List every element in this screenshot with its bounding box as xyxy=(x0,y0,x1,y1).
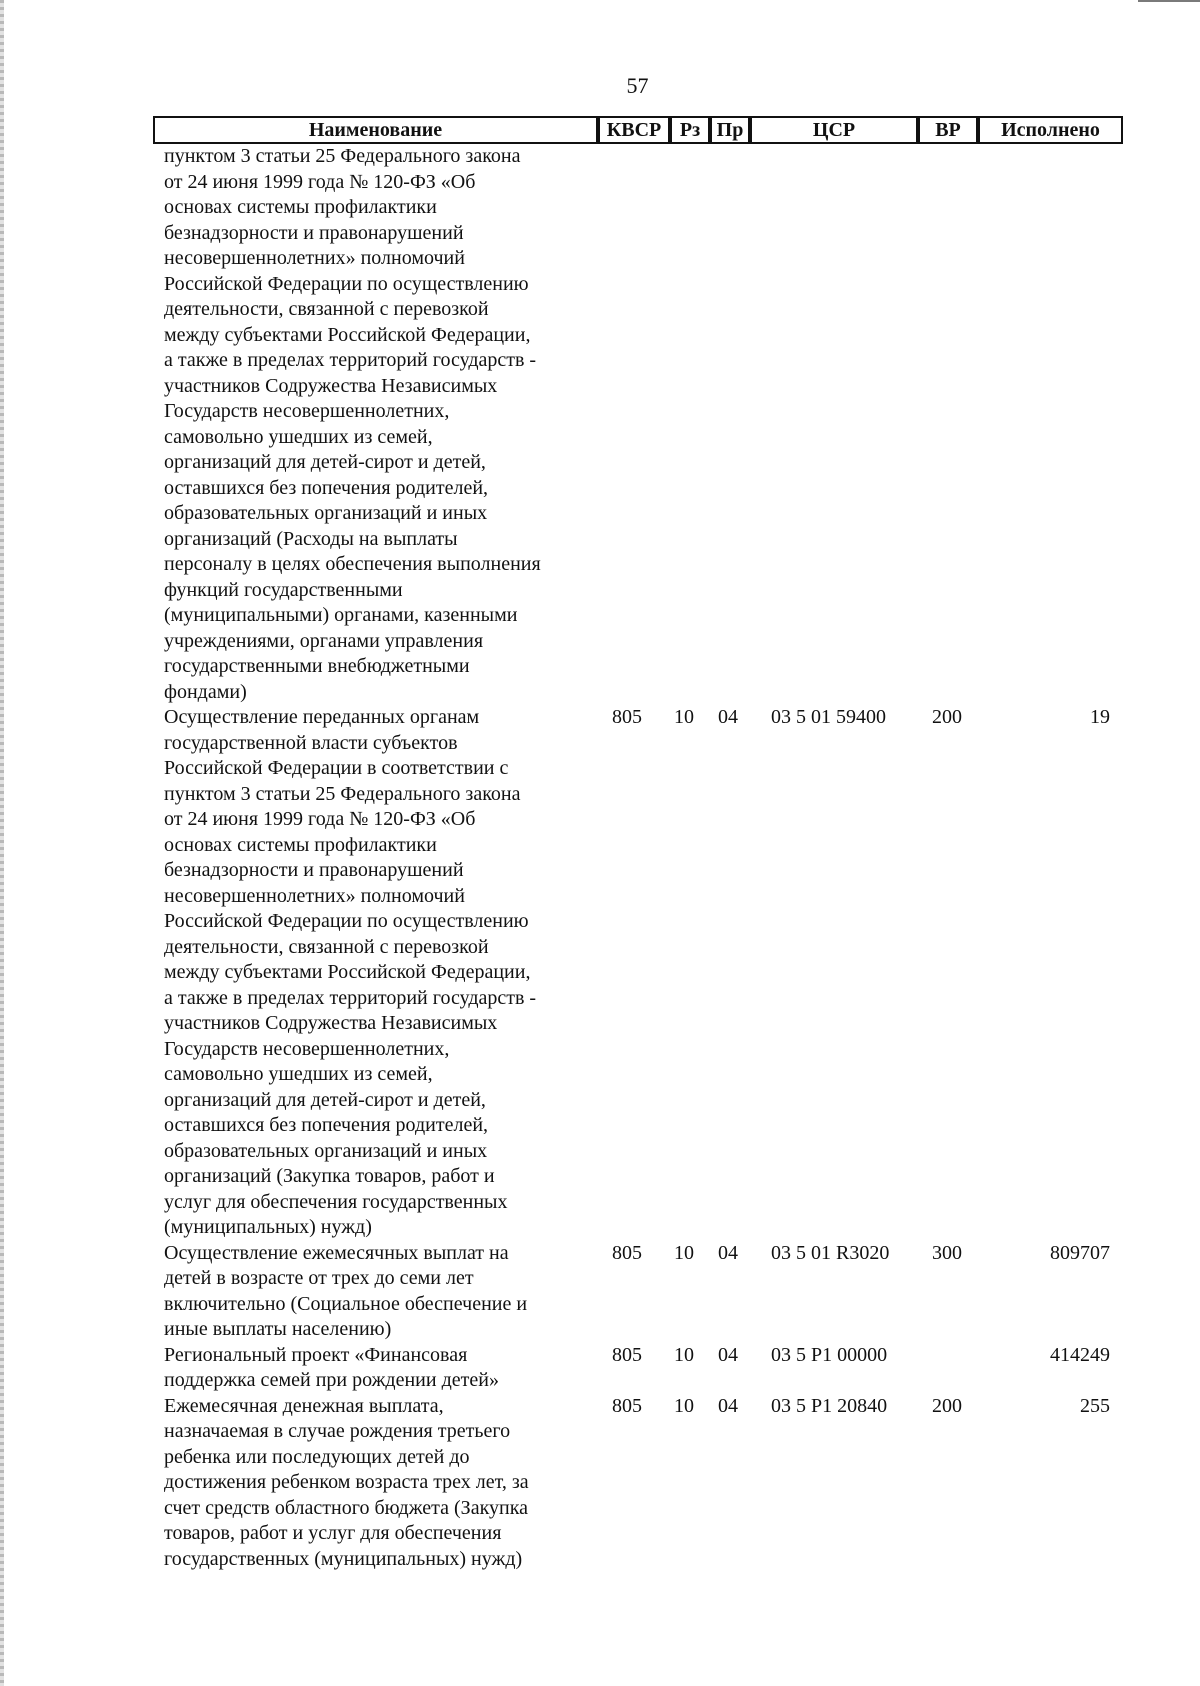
row-name-line: безнадзорности и правонарушений xyxy=(164,221,464,244)
row-tsr: 03 5 P1 20840 xyxy=(771,1394,888,1417)
row-pr: 04 xyxy=(718,1241,738,1264)
row-name-line: пунктом 3 статьи 25 Федерального закона xyxy=(164,782,521,805)
row-name-line: участников Содружества Независимых xyxy=(164,374,498,397)
header-pr: Пр xyxy=(710,116,750,144)
row-name-line: персоналу в целях обеспечения выполнения xyxy=(164,553,541,575)
row-name-line: государственных (муниципальных) нужд) xyxy=(164,1547,523,1570)
row-name-line: счет средств областного бюджета (Закупка xyxy=(164,1496,528,1519)
row-vr: 300 xyxy=(932,1241,962,1264)
row-name-line: Государств несовершеннолетних, xyxy=(164,400,450,422)
row-name-line: организаций для детей-сирот и детей, xyxy=(164,1088,486,1111)
row-rz: 10 xyxy=(674,706,694,728)
row-name-line: учреждениями, органами управления xyxy=(164,629,484,652)
row-name-line: пунктом 3 статьи 25 Федерального закона xyxy=(164,145,521,167)
scan-corner-mark xyxy=(1138,0,1200,2)
row-name-line: организаций (Расходы на выплаты xyxy=(164,527,458,550)
row-name-line: самовольно ушедших из семей, xyxy=(164,1063,433,1085)
header-vr: ВР xyxy=(918,116,978,144)
row-name-line: (муниципальных) нужд) xyxy=(164,1216,372,1238)
row-name-line: Российской Федерации в соответствии с xyxy=(164,757,509,779)
row-name-line: назначаемая в случае рождения третьего xyxy=(164,1420,511,1442)
row-name-line: Российской Федерации по осуществлению xyxy=(164,910,529,932)
row-name-line: оставшихся без попечения родителей, xyxy=(164,1114,489,1136)
row-name-line: детей в возрасте от трех до семи лет xyxy=(164,1267,474,1289)
page-number: 57 xyxy=(626,73,649,98)
row-name-line: несовершеннолетних» полномочий xyxy=(164,884,465,907)
row-name-line: достижения ребенком возраста трех лет, за xyxy=(164,1471,529,1493)
row-name-line: (муниципальными) органами, казенными xyxy=(164,604,518,626)
row-name-line: а также в пределах территорий государств - xyxy=(164,349,537,371)
row-kvsr: 805 xyxy=(612,1343,642,1366)
row-name-line: основах системы профилактики xyxy=(164,833,437,856)
row-name-line: поддержка семей при рождении детей» xyxy=(164,1369,499,1391)
row-kvsr: 805 xyxy=(612,706,642,728)
header-tsr: ЦСР xyxy=(750,116,918,144)
row-kvsr: 805 xyxy=(612,1394,642,1417)
row-name-line: организаций (Закупка товаров, работ и xyxy=(164,1165,495,1187)
row-isp: 809707 xyxy=(1050,1241,1110,1264)
row-isp: 19 xyxy=(1090,706,1110,728)
row-name-line: включительно (Социальное обеспечение и xyxy=(164,1292,528,1315)
row-name-line: от 24 июня 1999 года № 120-ФЗ «Об xyxy=(164,170,476,193)
row-name-line: Российской Федерации по осуществлению xyxy=(164,272,529,295)
row-name-line: ребенка или последующих детей до xyxy=(164,1445,470,1468)
row-name-line: образовательных организаций и иных xyxy=(164,1139,488,1162)
row-tsr: 03 5 01 59400 xyxy=(771,706,886,728)
row-name-line: Осуществление ежемесячных выплат на xyxy=(164,1241,509,1264)
row-name-line: образовательных организаций и иных xyxy=(164,502,488,524)
row-tsr: 03 5 P1 00000 xyxy=(771,1343,888,1366)
row-name-line: организаций для детей-сирот и детей, xyxy=(164,451,486,473)
table-row xyxy=(0,1394,1200,1573)
row-name-line: от 24 июня 1999 года № 120-ФЗ «Об xyxy=(164,808,476,830)
row-pr: 04 xyxy=(718,706,738,728)
row-name-line: деятельности, связанной с перевозкой xyxy=(164,935,489,958)
row-name-line: фондами) xyxy=(164,680,247,703)
row-name xyxy=(164,144,604,705)
row-name xyxy=(164,1394,604,1573)
header-isp: Исполнено xyxy=(978,116,1123,144)
table-row xyxy=(0,705,1200,1241)
row-name-line: основах системы профилактики xyxy=(164,196,437,218)
table-row xyxy=(0,1241,1200,1343)
row-name-line: функций государственными xyxy=(164,578,403,601)
row-name-line: между субъектами Российской Федерации, xyxy=(164,961,531,983)
row-name-line: Ежемесячная денежная выплата, xyxy=(164,1394,444,1417)
row-vr: 200 xyxy=(932,1394,962,1417)
header-name: Наименование xyxy=(153,116,598,144)
row-name xyxy=(164,1241,604,1343)
row-name-line: услуг для обеспечения государственных xyxy=(164,1190,508,1213)
row-rz: 10 xyxy=(674,1394,694,1417)
row-name-line: несовершеннолетних» полномочий xyxy=(164,247,465,269)
row-name-line: государственной власти субъектов xyxy=(164,731,458,754)
row-kvsr: 805 xyxy=(612,1241,642,1264)
row-name-line: деятельности, связанной с перевозкой xyxy=(164,298,489,320)
table-header xyxy=(153,116,1123,146)
row-vr: 200 xyxy=(932,706,962,728)
row-isp: 414249 xyxy=(1050,1343,1110,1366)
row-rz: 10 xyxy=(674,1241,694,1264)
row-name-line: а также в пределах территорий государств - xyxy=(164,986,537,1009)
row-name-line: самовольно ушедших из семей, xyxy=(164,425,433,448)
row-name-line: между субъектами Российской Федерации, xyxy=(164,323,531,346)
row-pr: 04 xyxy=(718,1394,738,1417)
row-name-line: государственными внебюджетными xyxy=(164,655,470,677)
row-name-line: оставшихся без попечения родителей, xyxy=(164,476,489,499)
table-body xyxy=(0,144,1200,1572)
row-tsr: 03 5 01 R3020 xyxy=(771,1241,890,1264)
row-name-line: безнадзорности и правонарушений xyxy=(164,859,464,881)
header-rz: Рз xyxy=(670,116,710,144)
row-name-line: товаров, работ и услуг для обеспечения xyxy=(164,1522,502,1544)
header-kvsr: КВСР xyxy=(598,116,670,144)
row-name-line: Осуществление переданных органам xyxy=(164,706,480,728)
row-pr: 04 xyxy=(718,1343,738,1366)
row-name-line: иные выплаты населению) xyxy=(164,1318,392,1340)
row-name xyxy=(164,1343,604,1394)
row-name-line: Региональный проект «Финансовая xyxy=(164,1343,468,1366)
row-rz: 10 xyxy=(674,1343,694,1366)
table-row xyxy=(0,144,1200,705)
row-name xyxy=(164,705,604,1241)
table-row xyxy=(0,1343,1200,1394)
row-name-line: Государств несовершеннолетних, xyxy=(164,1037,450,1060)
row-isp: 255 xyxy=(1080,1394,1110,1417)
row-name-line: участников Содружества Независимых xyxy=(164,1012,498,1034)
